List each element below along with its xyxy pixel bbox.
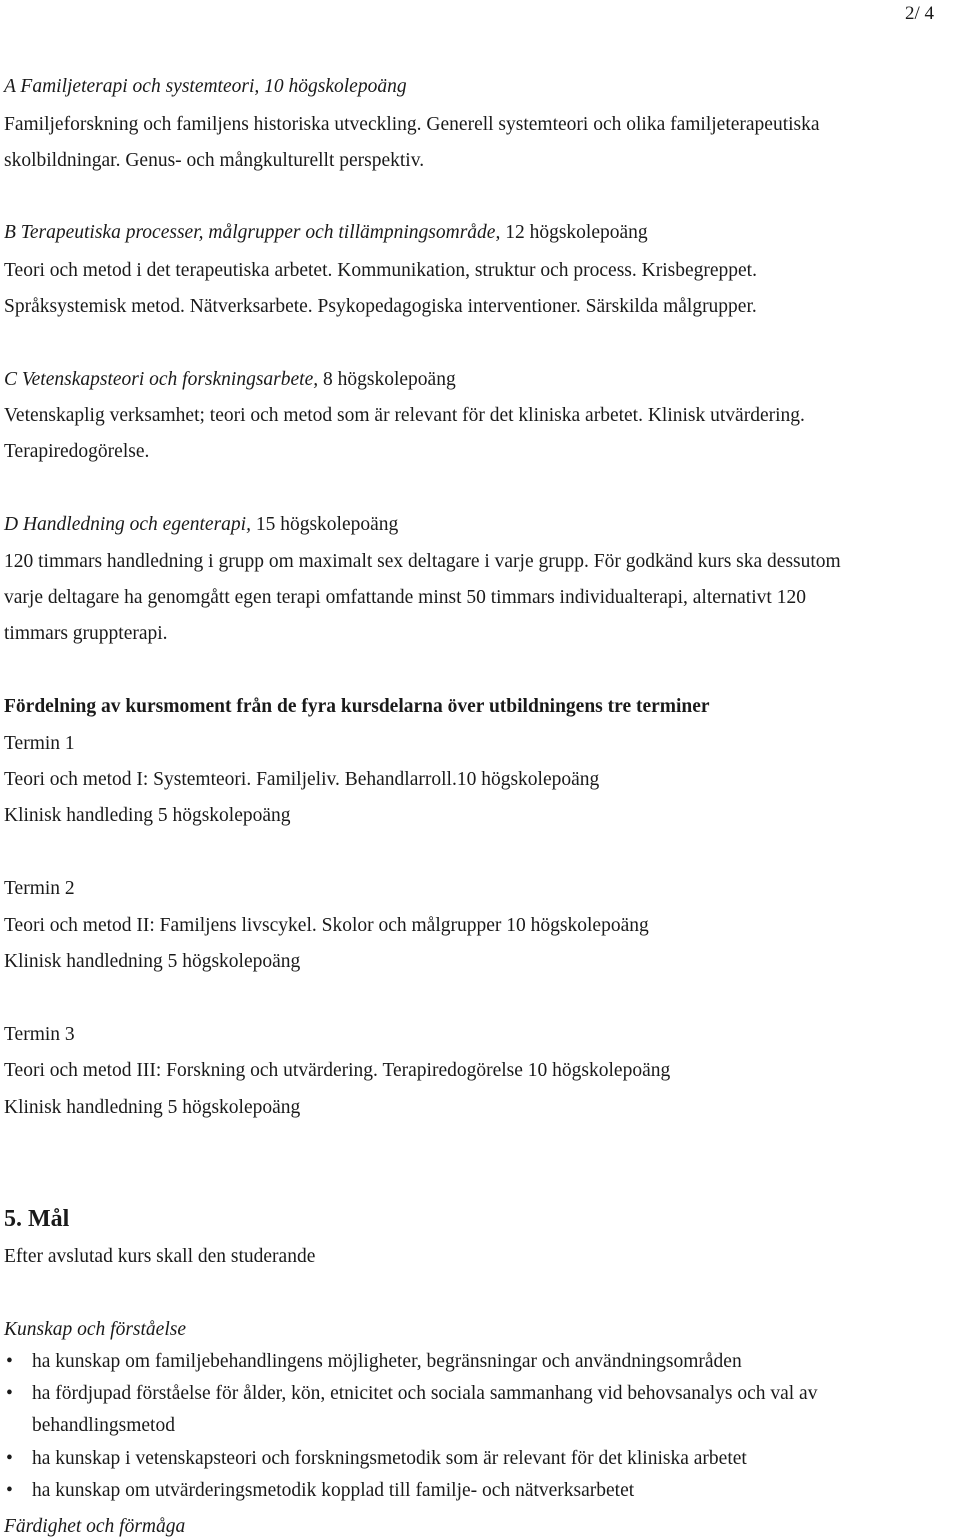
- term-line: Teori och metod III: Forskning och utvärdering. Terapiredogörelse 10 högskolepoäng: [4, 1060, 671, 1081]
- bullet-marker: •: [6, 1351, 13, 1372]
- section-b-title-credits: 12 högskolepoäng: [500, 222, 648, 243]
- term-line: Klinisk handledning 5 högskolepoäng: [4, 1097, 301, 1118]
- section-c-title-italic: C Vetenskapsteori och forskningsarbete,: [4, 369, 319, 390]
- page-number: 2/ 4: [904, 3, 934, 24]
- bullet-text: ha kunskap i vetenskapsteori och forskningsmetodik som är relevant för det kliniska arbetet: [32, 1448, 747, 1469]
- section-a-title: A Familjeterapi och systemteori, 10 högskolepoäng: [4, 76, 407, 97]
- term-line: Klinisk handledning 5 högskolepoäng: [4, 951, 301, 972]
- section-b-title-italic: B Terapeutiska processer, målgrupper och tillämpningsområde,: [4, 222, 501, 243]
- distribution-heading: Fördelning av kursmoment från de fyra kursdelarna över utbildningens tre terminer: [4, 696, 710, 717]
- section-d-title: [4, 515, 398, 535]
- section-a-body-line: Familjeforskning och familjens historiska utveckling. Generell systemteori och olika familjeterapeutiska: [4, 114, 820, 135]
- bullet-marker: •: [6, 1480, 13, 1501]
- bullet-text-continued: behandlingsmetod: [32, 1415, 175, 1436]
- section-d-body-line: varje deltagare ha genomgått egen terapi omfattande minst 50 timmars individualterapi, alternativt 120: [4, 587, 806, 608]
- section-d-title-italic: D Handledning och egenterapi,: [4, 514, 251, 535]
- term-label: Termin 1: [4, 733, 75, 754]
- goals-intro: Efter avslutad kurs skall den studerande: [4, 1246, 316, 1267]
- term-label: Termin 3: [4, 1024, 75, 1045]
- section-d-title-credits: 15 högskolepoäng: [250, 514, 399, 535]
- section-c-body-line: Terapiredogörelse.: [4, 441, 150, 462]
- bullet-marker: •: [6, 1383, 13, 1404]
- bullet-marker: •: [6, 1448, 13, 1469]
- skills-heading: Färdighet och förmåga: [4, 1516, 186, 1537]
- section-d-body-line: 120 timmars handledning i grupp om maximalt sex deltagare i varje grupp. För godkänd kurs ska dessutom: [4, 551, 841, 572]
- bullet-text: ha kunskap om utvärderingsmetodik kopplad till familje- och nätverksarbetet: [32, 1480, 635, 1501]
- term-line: Teori och metod II: Familjens livscykel. Skolor och målgrupper 10 högskolepoäng: [4, 915, 649, 936]
- section-c-title-credits: 8 högskolepoäng: [318, 369, 456, 390]
- term-line: Klinisk handleding 5 högskolepoäng: [4, 805, 291, 826]
- section-c-title: [4, 370, 456, 390]
- section-b-body-line: Teori och metod i det terapeutiska arbetet. Kommunikation, struktur och process. Krisbegreppet.: [4, 260, 757, 281]
- term-line: Teori och metod I: Systemteori. Familjeliv. Behandlarroll.10 högskolepoäng: [4, 769, 600, 790]
- bullet-text: ha kunskap om familjebehandlingens möjligheter, begränsningar och användningsområden: [32, 1351, 742, 1372]
- section-a-body-line: skolbildningar. Genus- och mångkulturellt perspektiv.: [4, 150, 425, 171]
- knowledge-heading: Kunskap och förståelse: [4, 1319, 186, 1340]
- section-b-body-line: Språksystemisk metod. Nätverksarbete. Psykopedagogiska interventioner. Särskilda målgrupper.: [4, 296, 757, 317]
- section-d-body-line: timmars gruppterapi.: [4, 623, 168, 644]
- bullet-text: ha fördjupad förståelse för ålder, kön, etnicitet och sociala sammanhang vid behovsanalys och val av: [32, 1383, 818, 1404]
- term-label: Termin 2: [4, 878, 75, 899]
- goals-heading: 5. Mål: [4, 1206, 70, 1232]
- section-b-title: [4, 223, 648, 243]
- section-c-body-line: Vetenskaplig verksamhet; teori och metod som är relevant för det kliniska arbetet. Klinisk utvärdering.: [4, 405, 805, 426]
